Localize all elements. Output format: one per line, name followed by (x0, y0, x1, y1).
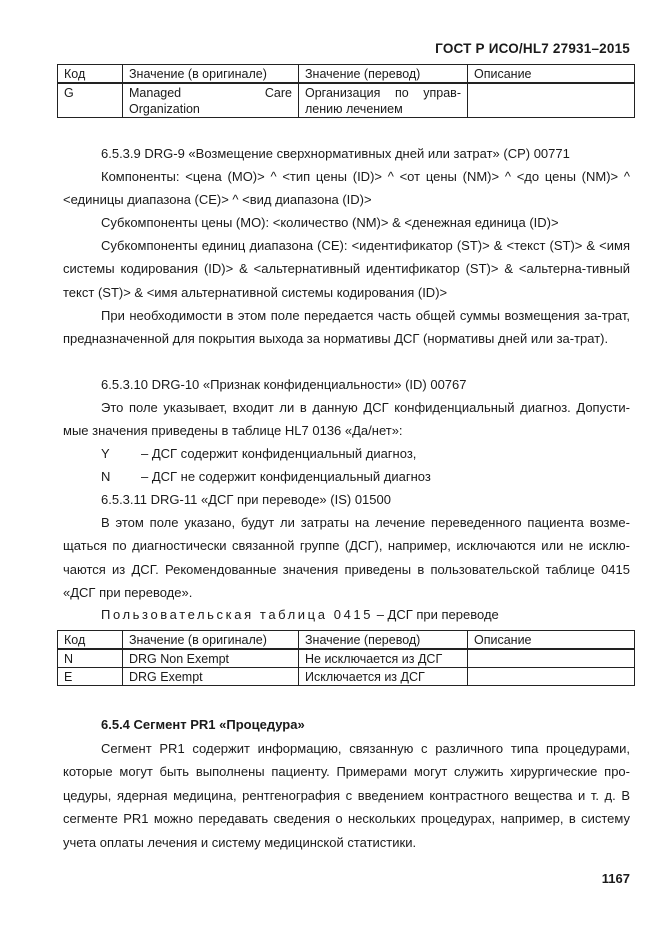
cell-original-part-a: Managed (129, 86, 182, 100)
col-translation-header: Значение (перевод) (299, 631, 468, 650)
col-original-header: Значение (в оригинале) (123, 65, 299, 84)
paragraph-drg11-description (63, 511, 630, 605)
list-item-key: Y (101, 446, 110, 461)
cell-original-part-b: Care (264, 86, 292, 100)
paragraph-drg11-description-text: В этом поле указано, будут ли затраты на лечение переведенного пациента возме-щаться по диагностически связанной группе (ДСГ), например, исключаются или не исклю-чаются из ДСГ. Рекомендованные значения приведены в пользовательской таблице 0415 «ДСГ при переводе». (63, 515, 630, 601)
table-header-row (58, 631, 635, 650)
cell-description (468, 649, 635, 668)
table-drg-transfer (57, 630, 635, 686)
table-hl7-values-1 (57, 64, 635, 118)
list-item-key: N (101, 469, 111, 484)
paragraph-pr1-description (63, 737, 630, 854)
table-caption-spaced: Пользовательская таблица 0415 (101, 607, 374, 622)
cell-code: G (58, 83, 123, 118)
cell-translation: Исключается из ДСГ (299, 668, 468, 686)
document-header: ГОСТ Р ИСО/HL7 27931–2015 (435, 41, 630, 56)
section-heading-drg10: 6.5.3.10 DRG-10 «Признак конфиденциальности» (ID) 00767 (101, 377, 467, 392)
paragraph-range-subcomponents-text: Субкомпоненты единиц диапазона (СЕ): <идентификатор (ST)> & <текст (ST)> & <имя системы кодирования (ID)> & <альтернативный идентификатор (ST)> & <альтерна-тивный текст (ST)> & <имя альтернативной системы кодирования (ID)> (63, 238, 630, 300)
cell-translation: Не исключается из ДСГ (299, 649, 468, 668)
table-row (58, 83, 635, 118)
cell-original: DRG Non Exempt (123, 649, 299, 668)
paragraph-components-text: Компоненты: <цена (МО)> ^ <тип цены (ID)> ^ <от цены (NM)> ^ <до цены (NM)> ^ <единицы диапазона (СЕ)> ^ <вид диапазона (ID)> (63, 169, 630, 208)
list-item (101, 465, 431, 488)
col-translation-header: Значение (перевод) (299, 65, 468, 84)
cell-original (123, 83, 299, 118)
col-code-header: Код (58, 631, 123, 650)
paragraph-drg10-description (63, 396, 630, 443)
paragraph-drg10-description-text: Это поле указывает, входит ли в данную ДСГ конфиденциальный диагноз. Допусти-мые значения приведены в таблице HL7 0136 «Да/нет»: (63, 400, 630, 439)
cell-translation-line-2: лению лечением (305, 102, 403, 116)
col-description-header: Описание (468, 631, 635, 650)
paragraph-drg9-description-text: При необходимости в этом поле передается часть общей суммы возмещения за-трат, предназначенной для покрытия выхода за нормативы ДСГ (нормативы дней или за-трат). (63, 308, 630, 347)
list-item-text: – ДСГ содержит конфиденциальный диагноз, (141, 446, 417, 461)
cell-description (468, 83, 635, 118)
col-code-header: Код (58, 65, 123, 84)
paragraph-price-subcomponents: Субкомпоненты цены (МО): <количество (NM)> & <денежная единица (ID)> (101, 215, 559, 230)
col-description-header: Описание (468, 65, 635, 84)
table-caption-rest: – ДСГ при переводе (373, 607, 499, 622)
paragraph-components (63, 165, 630, 212)
table-row (58, 649, 635, 668)
cell-translation (299, 83, 468, 118)
cell-description (468, 668, 635, 686)
section-heading-drg11: 6.5.3.11 DRG-11 «ДСГ при переводе» (IS) 01500 (101, 492, 391, 507)
paragraph-drg9-description (63, 304, 630, 351)
list-item-text: – ДСГ не содержит конфиденциальный диагноз (141, 469, 431, 484)
cell-code: E (58, 668, 123, 686)
cell-original-part-c: Organization (129, 102, 200, 116)
cell-original: DRG Exempt (123, 668, 299, 686)
paragraph-pr1-description-text: Сегмент PR1 содержит информацию, связанную с различного типа процедурами, которые могут быть выполнены пациенту. Примерами могут служить хирургические про-цедуры, ядерная медицина, рентгенография с введением контрастного вещества и т. д. В сегменте PR1 можно передавать сведения о нескольких процедурах, например, в систему учета оплаты лечения и систему медицинской статистики. (63, 741, 630, 850)
table-caption (101, 603, 499, 626)
section-heading-pr1: 6.5.4 Сегмент PR1 «Процедура» (101, 717, 305, 732)
page-number: 1167 (601, 871, 630, 886)
cell-code: N (58, 649, 123, 668)
section-heading-drg9: 6.5.3.9 DRG-9 «Возмещение сверхнормативных дней или затрат» (СР) 00771 (101, 146, 570, 161)
paragraph-range-subcomponents (63, 234, 630, 304)
table-header-row (58, 65, 635, 84)
list-item (101, 442, 416, 465)
col-original-header: Значение (в оригинале) (123, 631, 299, 650)
cell-translation-line-1: Организация по управ- (305, 86, 461, 100)
table-row (58, 668, 635, 686)
